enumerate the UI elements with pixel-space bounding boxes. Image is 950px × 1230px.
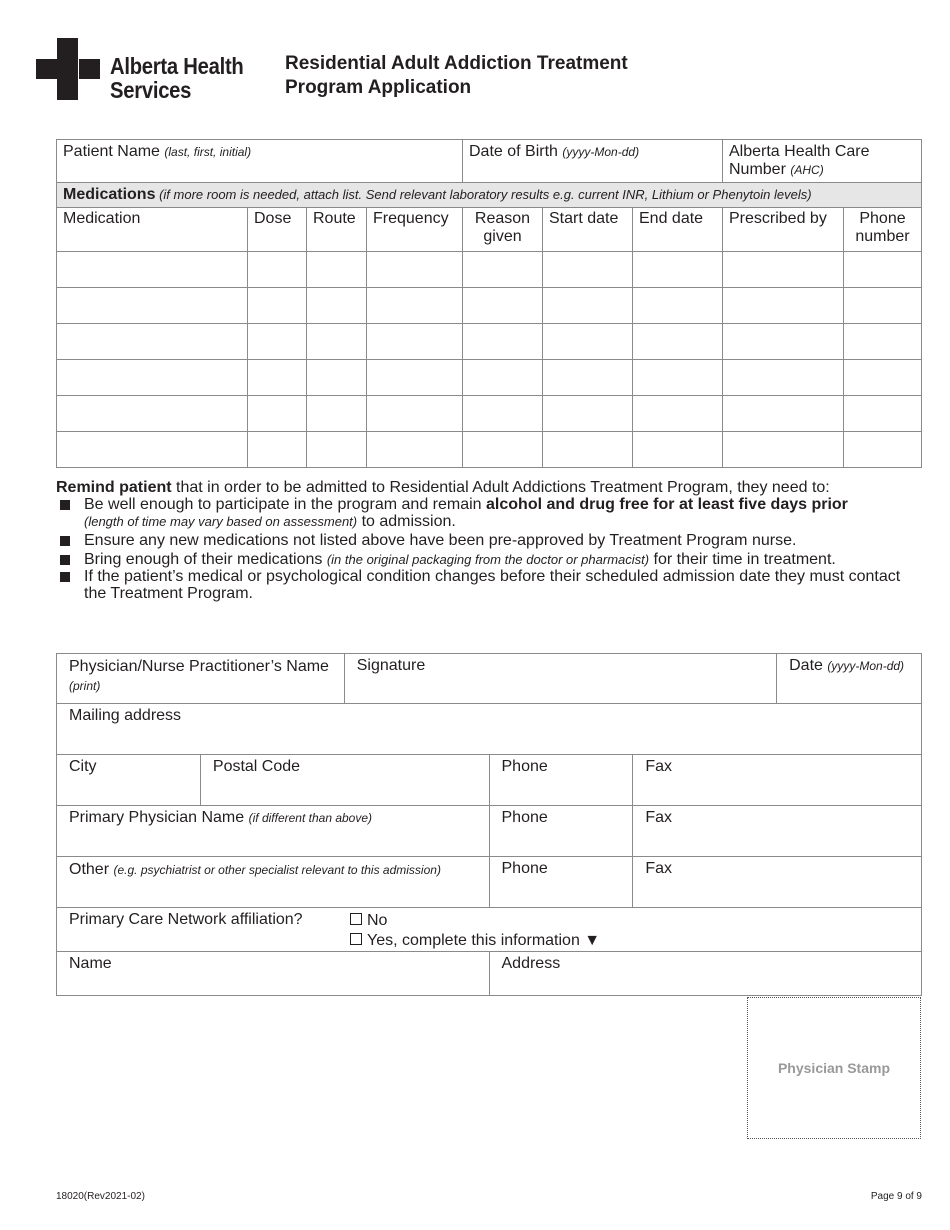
col-prescribed-by: Prescribed by (723, 208, 844, 252)
medication-row (57, 288, 922, 324)
medication-row (57, 432, 922, 468)
pcn-no-option[interactable]: No (350, 911, 600, 931)
reminder-item: Be well enough to participate in the program and remain alcohol and drug free for at least five days prior (length of time may vary based on assessment) to admission. (56, 496, 926, 530)
postal-code-field[interactable]: Postal Code (200, 755, 489, 806)
col-start-date: Start date (543, 208, 633, 252)
bullet-square-icon (60, 500, 70, 510)
physician-name-field[interactable]: Physician/Nurse Practitioner’s Name (print) (57, 654, 345, 704)
logo-line2: Services (110, 77, 192, 103)
col-medication: Medication (57, 208, 248, 252)
medication-row (57, 324, 922, 360)
checkbox-icon[interactable] (350, 933, 362, 945)
physician-stamp-box (747, 997, 921, 1139)
ahs-logo-icon (36, 38, 100, 100)
col-phone: Phone number (844, 208, 922, 252)
col-frequency: Frequency (367, 208, 463, 252)
ahc-field[interactable]: Alberta Health Care Number (AHC) (723, 140, 922, 183)
signature-field[interactable]: Signature (344, 654, 776, 704)
pcn-address-field[interactable]: Address (489, 952, 922, 996)
col-dose: Dose (248, 208, 307, 252)
medication-row (57, 252, 922, 288)
col-reason: Reason given (463, 208, 543, 252)
other-specialist-field[interactable]: Other (e.g. psychiatrist or other specialist relevant to this admission) (57, 857, 490, 908)
bullet-square-icon (60, 555, 70, 565)
pcn-yes-option[interactable]: Yes, complete this information ▼ (350, 931, 600, 951)
medication-row (57, 360, 922, 396)
primary-fax-field[interactable]: Fax (633, 806, 922, 857)
reminder-item: Ensure any new medications not listed above have been pre-approved by Treatment Program nurse. (56, 532, 926, 549)
physician-table (56, 653, 922, 996)
bullet-square-icon (60, 572, 70, 582)
form-title: Residential Adult Addiction Treatment Program Application (285, 53, 628, 98)
form-number: 18020(Rev2021-02) (56, 1191, 145, 1202)
patient-medications-table (56, 139, 922, 468)
physician-date-field[interactable]: Date (yyyy-Mon-dd) (777, 654, 922, 704)
mailing-address-field[interactable]: Mailing address (57, 704, 922, 755)
phone-field[interactable]: Phone (489, 755, 633, 806)
patient-name-field[interactable]: Patient Name (last, first, initial) (57, 140, 463, 183)
logo-line1: Alberta Health (110, 53, 244, 79)
primary-phone-field[interactable]: Phone (489, 806, 633, 857)
medication-row (57, 396, 922, 432)
reminder-lead: Remind patient that in order to be admitted to Residential Adult Addictions Treatment Program, they need to: (56, 479, 830, 496)
reminder-section (56, 479, 926, 602)
pcn-affiliation-row: Primary Care Network affiliation? No Yes, complete this information ▼ (57, 908, 922, 952)
primary-physician-field[interactable]: Primary Physician Name (if different than above) (57, 806, 490, 857)
other-fax-field[interactable]: Fax (633, 857, 922, 908)
ahs-logo-text (110, 54, 244, 102)
col-end-date: End date (633, 208, 723, 252)
city-field[interactable]: City (57, 755, 201, 806)
pcn-name-field[interactable]: Name (57, 952, 490, 996)
stamp-label: Physician Stamp (777, 1060, 891, 1076)
other-phone-field[interactable]: Phone (489, 857, 633, 908)
medications-heading: Medications (if more room is needed, attach list. Send relevant laboratory results e.g. current INR, Lithium or Phenytoin levels) (57, 183, 922, 208)
reminder-item: Bring enough of their medications (in the original packaging from the doctor or pharmacist) for their time in treatment. (56, 551, 926, 568)
bullet-square-icon (60, 536, 70, 546)
page-number: Page 9 of 9 (870, 1191, 922, 1202)
dob-field[interactable]: Date of Birth (yyyy-Mon-dd) (463, 140, 723, 183)
checkbox-icon[interactable] (350, 913, 362, 925)
col-route: Route (307, 208, 367, 252)
reminder-item: If the patient’s medical or psychological condition changes before their scheduled admission date they must contact the Treatment Program. (56, 568, 926, 602)
fax-field[interactable]: Fax (633, 755, 922, 806)
